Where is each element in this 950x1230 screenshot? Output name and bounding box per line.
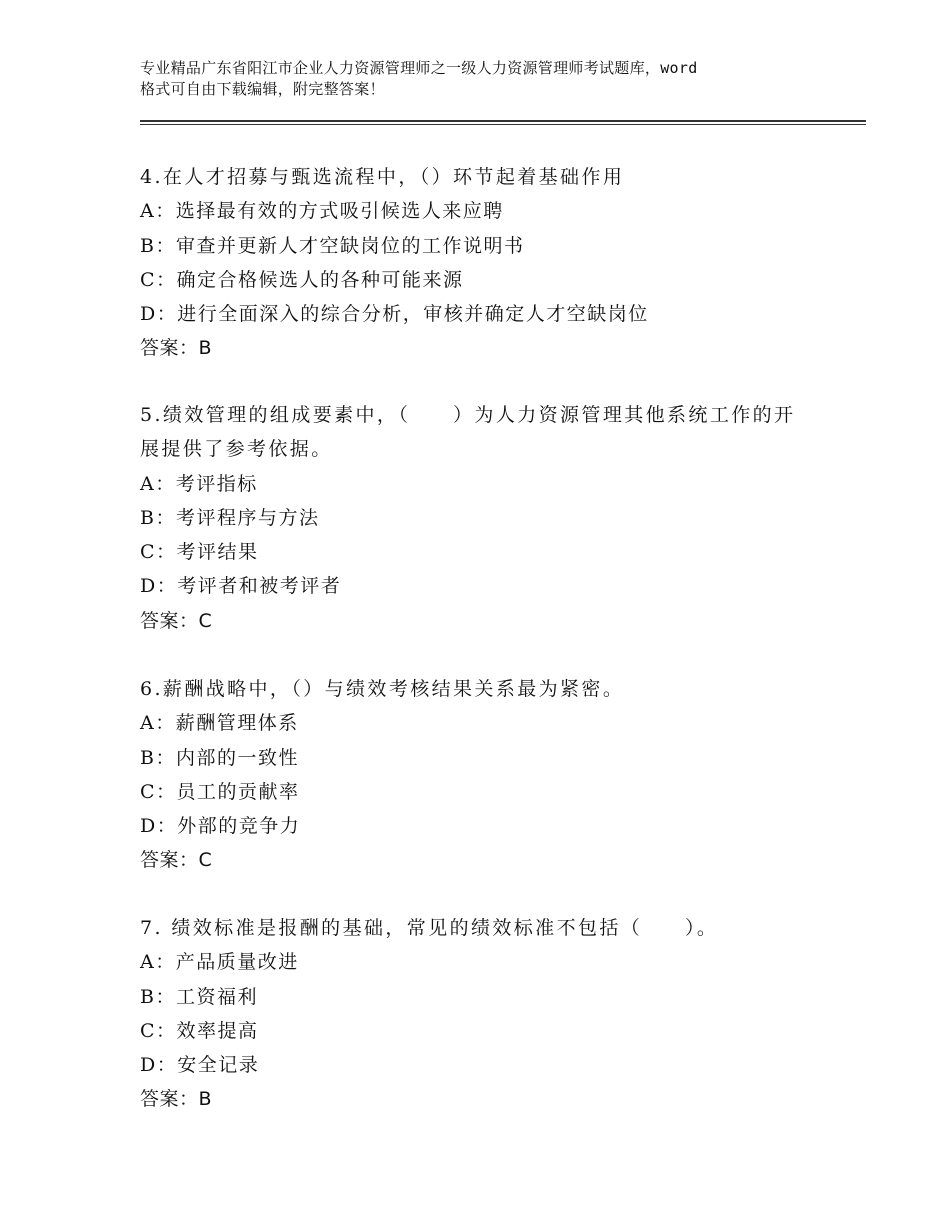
document-header bbox=[140, 58, 830, 100]
header-title-line-1: 专业精品广东省阳江市企业人力资源管理师之一级人力资源管理师考试题库，word bbox=[140, 59, 698, 77]
option-a: A：选择最有效的方式吸引候选人来应聘 bbox=[140, 200, 504, 223]
option-b: B：内部的一致性 bbox=[140, 746, 299, 769]
answer: 答案：C bbox=[140, 609, 213, 632]
header-title-line-2: 格式可自由下载编辑，附完整答案！ bbox=[140, 80, 385, 98]
question-5 bbox=[140, 398, 820, 638]
answer: 答案：B bbox=[140, 1088, 213, 1111]
option-a: A：薪酬管理体系 bbox=[140, 712, 299, 735]
question-stem: 6.薪酬战略中，（）与绩效考核结果关系最为紧密。 bbox=[140, 678, 625, 700]
option-b: B：考评程序与方法 bbox=[140, 506, 320, 529]
option-c: C：效率提高 bbox=[140, 1019, 259, 1042]
option-c: C：确定合格候选人的各种可能来源 bbox=[140, 268, 464, 291]
header-divider-thin bbox=[140, 124, 866, 125]
option-b: B：工资福利 bbox=[140, 985, 258, 1008]
question-stem: 7. 绩效标准是报酬的基础，常见的绩效标准不包括（ ）。 bbox=[140, 917, 719, 939]
question-7 bbox=[140, 911, 820, 1117]
answer: 答案：C bbox=[140, 849, 213, 872]
question-6 bbox=[140, 672, 820, 878]
option-d: D：外部的竞争力 bbox=[140, 815, 301, 838]
option-c: C：员工的贡献率 bbox=[140, 780, 300, 803]
option-b: B：审查并更新人才空缺岗位的工作说明书 bbox=[140, 234, 525, 257]
question-stem: 5.绩效管理的组成要素中，（ ）为人力资源管理其他系统工作的开 bbox=[140, 404, 796, 426]
option-d: D：安全记录 bbox=[140, 1054, 260, 1077]
question-4 bbox=[140, 160, 820, 366]
option-a: A：考评指标 bbox=[140, 472, 258, 495]
option-c: C：考评结果 bbox=[140, 541, 259, 564]
header-divider-thick bbox=[140, 120, 866, 122]
question-stem-continued: 展提供了参考依据。 bbox=[140, 438, 333, 461]
option-a: A：产品质量改进 bbox=[140, 951, 299, 974]
answer: 答案：B bbox=[140, 337, 213, 360]
option-d: D：考评者和被考评者 bbox=[140, 575, 342, 598]
question-stem: 4.在人才招募与甄选流程中，（）环节起着基础作用 bbox=[140, 166, 625, 188]
option-d: D：进行全面深入的综合分析，审核并确定人才空缺岗位 bbox=[140, 303, 649, 326]
